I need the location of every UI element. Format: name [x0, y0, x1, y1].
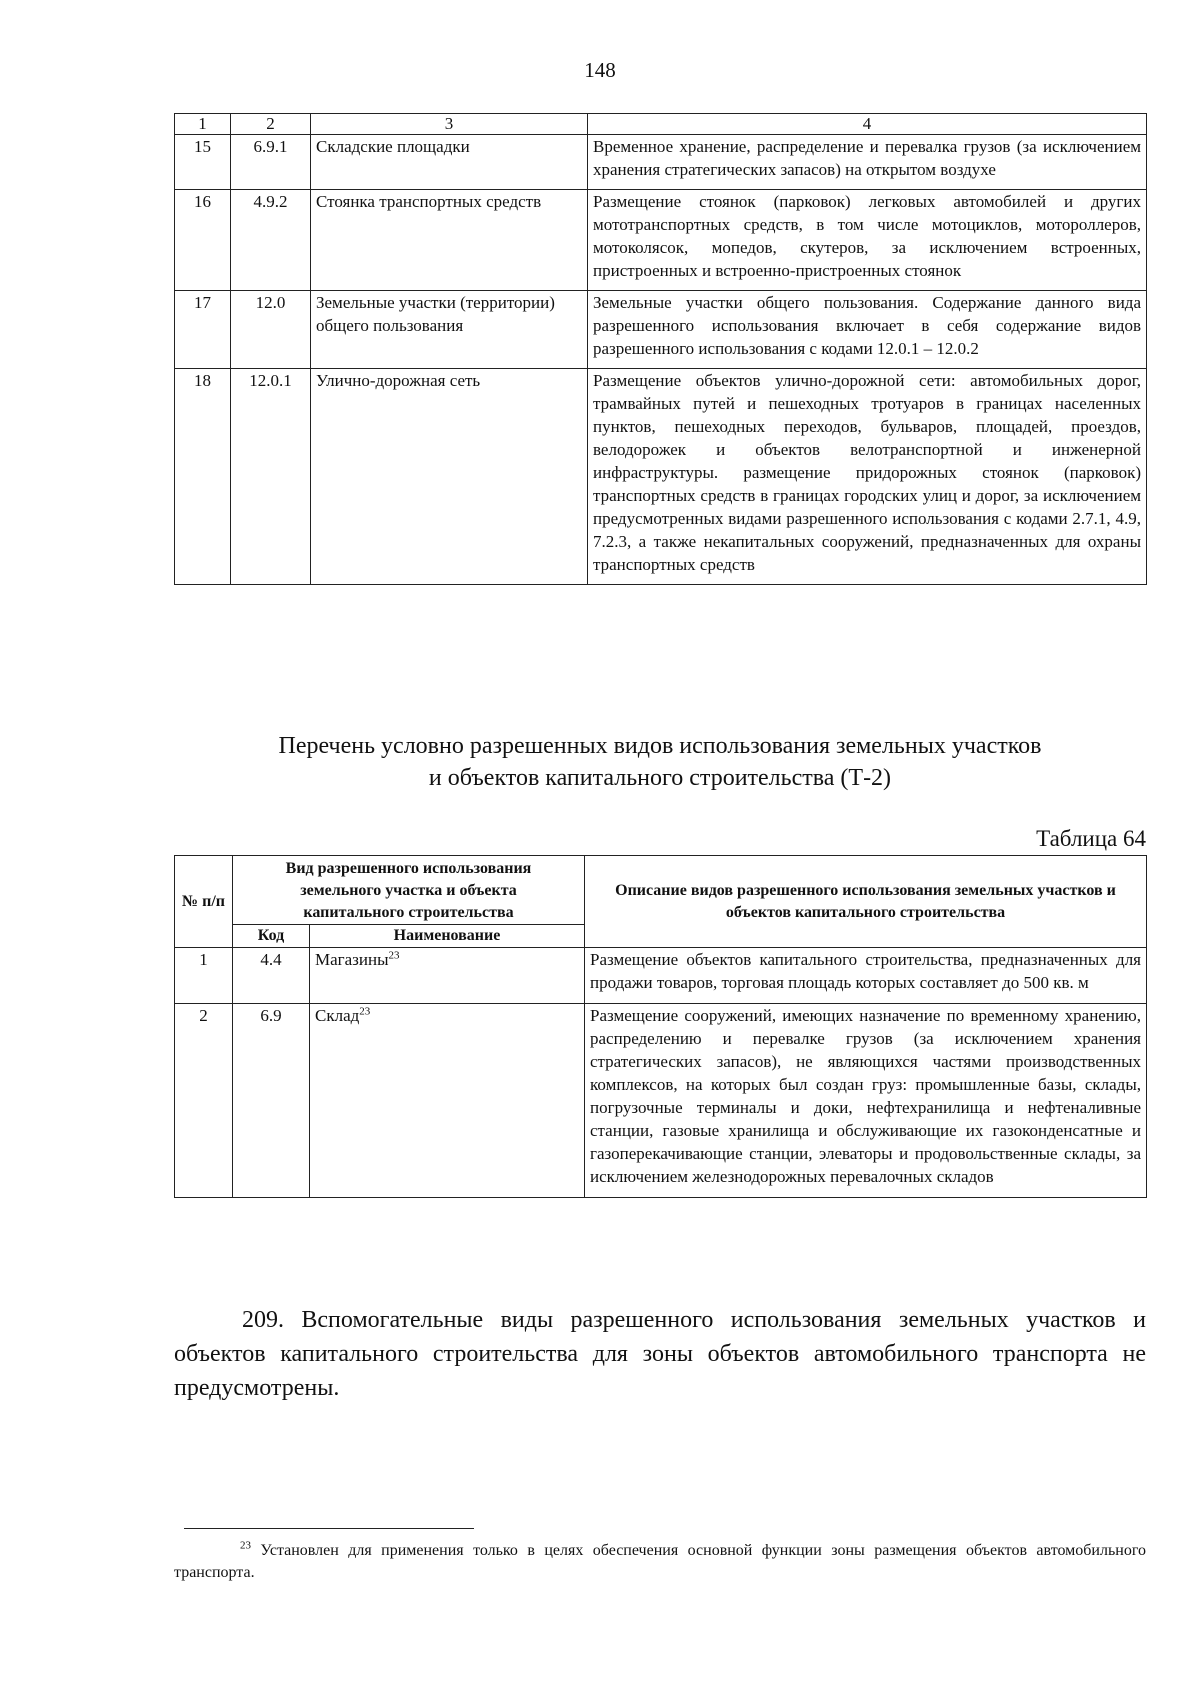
use-description: Размещение стоянок (парковок) легковых автомобилей и других мототранспортных средств, в том числе мотоциклов, мотороллеров, мотоколясок, мопедов, скутеров, за исключением встроенных, пристроенных и встроенно-пристроенных стоянок	[588, 190, 1147, 291]
section-title-line-1: Перечень условно разрешенных видов использования земельных участков	[278, 733, 1042, 759]
footnote-reference: 23	[359, 1005, 371, 1018]
table-row	[175, 291, 1147, 369]
permitted-uses-table-continued	[174, 113, 1147, 585]
header-row-number: № п/п	[175, 856, 233, 948]
row-number: 17	[175, 291, 231, 369]
table-caption: Таблица 64	[1036, 826, 1146, 851]
use-name: Склад	[315, 1006, 360, 1025]
table-row	[175, 190, 1147, 291]
use-name-cell	[310, 948, 585, 1004]
use-description: Размещение объектов улично-дорожной сети: автомобильных дорог, трамвайных путей и пешеходных тротуаров в границах населенных пунктов, пешеходных переходов, бульваров, площадей, проездов, велодорожек и объектов велотранспортной и инженерной инфраструктуры. размещение придорожных стоянок (парковок) транспортных средств в границах городских улиц и дорог, за исключением предусмотренных видами разрешенного использования с кодами 2.7.1, 4.9, 7.2.3, а также некапитальных сооружений, предназначенных для охраны транспортных средств	[588, 369, 1147, 585]
footnote-mark: 23	[240, 1539, 251, 1552]
header-code: Код	[233, 925, 310, 948]
row-number: 1	[175, 948, 233, 1004]
row-number: 16	[175, 190, 231, 291]
footnote-text: Установлен для применения только в целях обеспечения основной функции зоны размещения объектов автомобильного транспорта.	[174, 1542, 1146, 1581]
row-number: 15	[175, 135, 231, 190]
use-description: Земельные участки общего пользования. Содержание данного вида разрешенного использования включает в себя содержание видов разрешенного использования с кодами 12.0.1 – 12.0.2	[588, 291, 1147, 369]
row-number: 2	[175, 1004, 233, 1198]
column-number-2: 2	[231, 114, 311, 135]
row-number: 18	[175, 369, 231, 585]
use-code: 6.9	[233, 1004, 310, 1198]
use-code: 6.9.1	[231, 135, 311, 190]
section-title	[174, 730, 1146, 794]
use-code: 12.0	[231, 291, 311, 369]
footnote	[174, 1540, 1146, 1584]
table-row	[175, 948, 1147, 1004]
use-name: Улично-дорожная сеть	[311, 369, 588, 585]
use-description: Временное хранение, распределение и перевалка грузов (за исключением хранения стратегических запасов) на открытом воздухе	[588, 135, 1147, 190]
header-description: Описание видов разрешенного использования земельных участков и объектов капитального строительства	[585, 856, 1147, 948]
use-description: Размещение сооружений, имеющих назначение по временному хранению, распределению и перевалке грузов (за исключением хранения стратегических запасов), не являющихся частями производственных комплексов, на которых был создан груз: промышленные базы, склады, погрузочные терминалы и доки, нефтехранилища и нефтеналивные станции, газовые хранилища и обслуживающие их газоконденсатные и газоперекачивающие станции, элеваторы и продовольственные склады, за исключением железнодорожных перевалочных складов	[585, 1004, 1147, 1198]
section-title-line-2: и объектов капитального строительства (Т-2)	[428, 765, 892, 791]
column-number-1: 1	[175, 114, 231, 135]
column-number-3: 3	[311, 114, 588, 135]
use-name: Стоянка транспортных средств	[311, 190, 588, 291]
table-header-row	[175, 856, 1147, 925]
table-header-row	[175, 114, 1147, 135]
use-code: 12.0.1	[231, 369, 311, 585]
use-code: 4.4	[233, 948, 310, 1004]
use-description: Размещение объектов капитального строительства, предназначенных для продажи товаров, торговая площадь которых составляет до 500 кв. м	[585, 948, 1147, 1004]
use-name: Магазины	[315, 950, 389, 969]
conditional-uses-table	[174, 855, 1147, 1198]
table-row	[175, 135, 1147, 190]
column-number-4: 4	[588, 114, 1147, 135]
table-row	[175, 369, 1147, 585]
footnote-reference: 23	[388, 949, 400, 962]
page-number: 148	[584, 58, 616, 82]
use-name: Земельные участки (территории) общего пользования	[311, 291, 588, 369]
header-use-type-group: Вид разрешенного использования земельного участка и объекта капитального строительства	[233, 856, 585, 925]
use-code: 4.9.2	[231, 190, 311, 291]
paragraph-209: 209. Вспомогательные виды разрешенного использования земельных участков и объектов капитального строительства для зоны объектов автомобильного транспорта не предусмотрены.	[174, 1307, 1146, 1401]
table-row	[175, 1004, 1147, 1198]
header-name: Наименование	[310, 925, 585, 948]
footnote-separator	[184, 1528, 474, 1529]
use-name: Складские площадки	[311, 135, 588, 190]
use-name-cell	[310, 1004, 585, 1198]
